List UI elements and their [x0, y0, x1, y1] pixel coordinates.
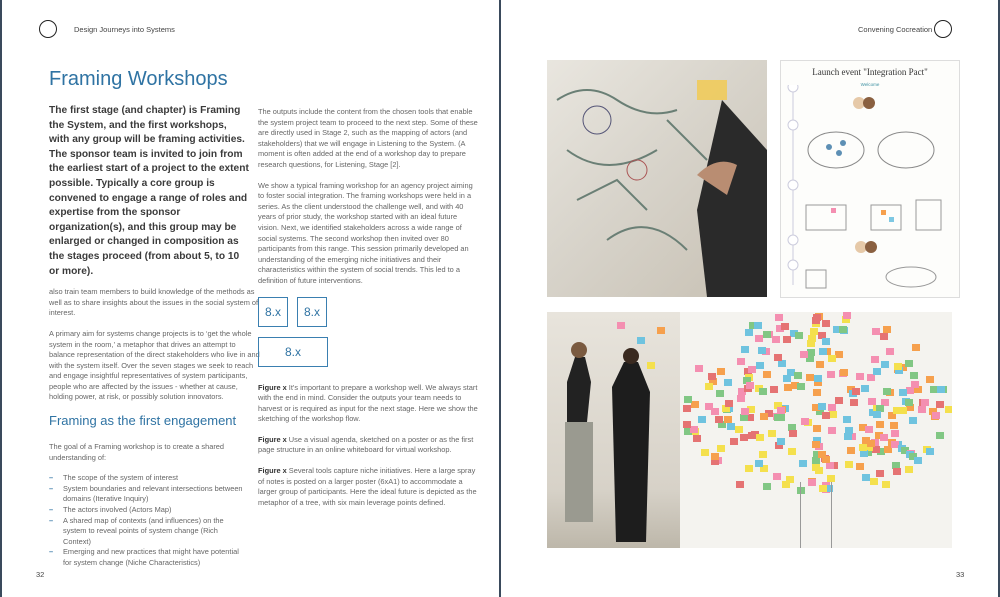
sticky-note — [886, 348, 894, 355]
sticky-note — [905, 360, 913, 367]
list-item: – Emerging and new practices that might have potential for system change (Niche Characteristics) — [49, 547, 244, 568]
figure-captions — [258, 383, 480, 509]
sticky-note — [741, 346, 749, 353]
sticky-note — [763, 371, 771, 378]
sticky-note — [936, 432, 944, 439]
sticky-note — [816, 361, 824, 368]
sticky-note — [773, 473, 781, 480]
sticky-note — [754, 322, 762, 329]
participants-photo — [547, 312, 680, 548]
sticky-note — [932, 412, 940, 419]
sticky-note — [794, 372, 802, 379]
figure-ref-box: 8.x — [297, 297, 327, 327]
sticky-note — [926, 376, 934, 383]
sticky-note — [880, 333, 888, 340]
sticky-note — [730, 438, 738, 445]
sticky-note — [724, 379, 732, 386]
sticky-note — [899, 407, 907, 414]
figure-ref-box: 8.x — [258, 337, 328, 367]
sticky-note — [783, 336, 791, 343]
visual-agenda-poster — [780, 60, 960, 298]
sticky-note — [870, 478, 878, 485]
sticky-note — [691, 401, 699, 408]
sticky-note — [786, 476, 794, 483]
sticky-note — [736, 481, 744, 488]
sticky-note — [717, 445, 725, 452]
sticky-note — [872, 328, 880, 335]
sticky-note — [883, 388, 891, 395]
body-column-1 — [49, 287, 263, 403]
sticky-note — [945, 406, 952, 413]
sticky-note — [788, 448, 796, 455]
sticky-note — [890, 422, 898, 429]
poster-sketch — [781, 85, 961, 295]
sticky-note — [840, 369, 848, 376]
sticky-note — [777, 414, 785, 421]
sticky-note — [822, 338, 830, 345]
poster-title: Launch event "Integration Pact" — [812, 67, 928, 77]
sticky-note — [829, 411, 837, 418]
sticky-note — [813, 425, 821, 432]
sticky-note — [856, 463, 864, 470]
sticky-note — [865, 426, 873, 433]
sticky-note — [741, 408, 749, 415]
sticky-note — [711, 453, 719, 460]
sticky-note — [748, 432, 756, 439]
sticky-note — [822, 320, 830, 327]
sticky-note — [717, 368, 725, 375]
sticky-note — [756, 434, 764, 441]
sketch-drawing — [547, 60, 767, 297]
sticky-note — [708, 373, 716, 380]
sticky-note — [852, 388, 860, 395]
sticky-note — [843, 416, 851, 423]
sticky-note — [856, 373, 864, 380]
sticky-note — [698, 416, 706, 423]
sticky-note — [835, 351, 843, 358]
sticky-note — [868, 398, 876, 405]
sticky-note — [835, 397, 843, 404]
sticky-note — [812, 464, 820, 471]
page-number-left: 32 — [36, 570, 45, 579]
sticky-note — [727, 423, 735, 430]
sticky-note — [716, 390, 724, 397]
sticky-note — [873, 411, 881, 418]
sticky-note — [705, 403, 713, 410]
sticky-note — [822, 412, 830, 419]
body-column-2 — [258, 107, 480, 287]
sticky-note — [777, 438, 785, 445]
sticky-note — [768, 430, 776, 437]
sticky-note — [789, 430, 797, 437]
sticky-note — [724, 416, 732, 423]
sticky-note — [827, 371, 835, 378]
page-number-right: 33 — [956, 570, 965, 579]
sticky-note — [883, 326, 891, 333]
list-item: – System boundaries and relevant intersections between domains (Iterative Inquiry) — [49, 484, 244, 505]
sticky-note — [876, 421, 884, 428]
page-edge-left — [0, 0, 2, 597]
sticky-note — [737, 395, 745, 402]
sticky-note — [758, 347, 766, 354]
sticky-note — [826, 462, 834, 469]
sticky-note — [873, 368, 881, 375]
workshop-sketching-photo — [547, 60, 767, 297]
column-2 — [258, 107, 480, 518]
sticky-note — [937, 386, 945, 393]
sticky-note — [912, 344, 920, 351]
section-heading: Framing as the first engagement — [49, 413, 237, 429]
sticky-note — [797, 383, 805, 390]
body-paragraph: The outputs include the content from the chosen tools that enable the system project team to proceed to the next step. Some of these are directly used in Stage 2, such as the mapping of actors (and stakeholders) that we will engage in Listening to the System. (A moment is often added at the end of a workshop day to prepare research questions, for Listening, Stage [2]. — [258, 107, 478, 169]
page-title: Framing Workshops — [49, 68, 228, 90]
sticky-note — [763, 483, 771, 490]
sticky-note — [755, 460, 763, 467]
sticky-note — [891, 430, 899, 437]
sticky-note — [881, 361, 889, 368]
sticky-note — [894, 363, 902, 370]
sticky-note — [745, 329, 753, 336]
body-paragraph: also train team members to build knowledge of the methods as well as to share insights about the issues in the social system of interest. — [49, 287, 259, 318]
sticky-note — [781, 323, 789, 330]
sticky-note — [755, 335, 763, 342]
sticky-note — [774, 354, 782, 361]
list-item: – A shared map of contexts (and influences) on the system to reveal points of system change (Rich Context) — [49, 516, 244, 548]
sticky-note — [880, 434, 888, 441]
column-1 — [49, 104, 263, 569]
sticky-note — [683, 421, 691, 428]
participants-scene — [547, 312, 680, 548]
sticky-note — [684, 396, 692, 403]
sticky-note — [735, 426, 743, 433]
sticky-note — [926, 448, 934, 455]
goal-list — [49, 473, 244, 568]
sticky-note — [827, 475, 835, 482]
sticky-note — [918, 406, 926, 413]
sticky-note — [683, 405, 691, 412]
sticky-note — [740, 434, 748, 441]
tree-trunk — [800, 482, 832, 548]
sticky-note — [845, 427, 853, 434]
sticky-note — [695, 365, 703, 372]
sticky-note — [784, 384, 792, 391]
sticky-note — [828, 427, 836, 434]
sticky-note — [914, 457, 922, 464]
body-paragraph: We show a typical framing workshop for an agency project aiming to foster social integration. The framing workshops were held in a series. As the client understood the challenge well, and with 40 years of prior study, the workshop started with an ideal future vision. Next, we identified stakeholders across a wide range of social systems. The second workshop then invited over 80 participants from this range. This session primarily developed an understanding of the emerging niche initiatives and their characteristics within the system of social trends. This led to a definition of future interventions. — [258, 180, 473, 285]
chapter-circle-icon — [934, 20, 952, 38]
sticky-note — [843, 312, 851, 319]
sticky-note — [770, 386, 778, 393]
list-item: – The actors involved (Actors Map) — [49, 505, 244, 516]
sticky-note — [746, 382, 754, 389]
sticky-note — [814, 375, 822, 382]
sticky-note — [812, 441, 820, 448]
figure-caption: Figure x Use a visual agenda, sketched on a poster or as the first page structure in an online whiteboard for virtual workshop. — [258, 434, 474, 455]
figure-ref-box: 8.x — [258, 297, 288, 327]
goal-intro: The goal of a Framing workshop is to create a shared understanding of: — [49, 442, 225, 462]
lead-paragraph: The first stage (and chapter) is Framing the System, and the first workshops, with any group will be framing activities. The sponsor team is invited to join from the earliest start of a project to the extent possible. Typically a core group is convened to engage a range of roles and expertise from the sponsor organization(s), and this group may be enlarged or changed in composition as the stages proceed (from about 5, to 10 or more). — [49, 105, 249, 277]
tree-poster-photo — [680, 312, 952, 548]
sticky-note — [905, 399, 913, 406]
sticky-note — [799, 460, 807, 467]
sticky-note — [861, 385, 869, 392]
sticky-note — [828, 355, 836, 362]
running-head-left: Design Journeys into Systems — [74, 25, 175, 34]
sticky-note — [715, 416, 723, 423]
sticky-note — [775, 314, 783, 321]
sticky-note — [777, 407, 785, 414]
goal-section — [49, 442, 244, 569]
sticky-note — [772, 336, 780, 343]
sticky-note — [759, 451, 767, 458]
sticky-note — [847, 447, 855, 454]
sticky-note — [845, 461, 853, 468]
sticky-note — [812, 457, 820, 464]
sticky-note — [705, 383, 713, 390]
sticky-note — [905, 466, 913, 473]
sticky-note — [893, 468, 901, 475]
body-paragraph: A primary aim for systems change projects is to ‘get the whole system in the room,’ a metaphor that drives an attempt to balance representation of the direct stakeholders who live in and with the system itself. Over the seven stages we seek to reach and engage insightful representatives of system participants, people who are affected by the issues - whether at cause, holding power, at risk, or possibly solution innovators. — [49, 328, 260, 402]
sticky-note — [737, 358, 745, 365]
sticky-note — [867, 440, 875, 447]
sticky-note — [876, 470, 884, 477]
sticky-note — [759, 388, 767, 395]
sticky-note — [763, 331, 771, 338]
sticky-note — [936, 401, 944, 408]
sticky-note — [693, 435, 701, 442]
sticky-note — [871, 356, 879, 363]
sticky-note — [859, 444, 867, 451]
sticky-note — [783, 375, 791, 382]
sticky-note — [690, 426, 698, 433]
sticky-note — [795, 332, 803, 339]
sticky-note — [813, 389, 821, 396]
sticky-note — [910, 372, 918, 379]
sticky-note — [850, 399, 858, 406]
figure-refs — [258, 297, 480, 369]
sticky-note — [862, 474, 870, 481]
sticky-note — [756, 362, 764, 369]
sticky-note — [813, 314, 821, 321]
sticky-note — [839, 326, 847, 333]
poster-section: Welcome — [860, 82, 880, 87]
figure-caption: Figure x It's important to prepare a workshop well. We always start with the end in mind. Consider the outputs your team needs to harvest or is required as input for the next stage. Here we show the sketching of the workshop flow. — [258, 382, 478, 424]
sticky-note — [760, 413, 768, 420]
sticky-note — [800, 351, 808, 358]
sticky-note — [745, 465, 753, 472]
sticky-note — [701, 449, 709, 456]
sticky-note — [828, 404, 836, 411]
book-spine — [499, 0, 501, 597]
sticky-note — [882, 481, 890, 488]
sticky-note — [899, 389, 907, 396]
sticky-note — [725, 400, 733, 407]
sticky-note — [808, 335, 816, 342]
sticky-note — [911, 381, 919, 388]
running-head-right: Convening Cocreation — [858, 25, 933, 34]
sticky-note — [801, 418, 809, 425]
sticky-note — [909, 417, 917, 424]
list-item: – The scope of the system of interest — [49, 473, 244, 484]
sticky-note — [867, 374, 875, 381]
sticky-note — [818, 451, 826, 458]
sticky-note — [819, 348, 827, 355]
sticky-note — [818, 403, 826, 410]
sticky-note — [748, 366, 756, 373]
figure-caption: Figure x Several tools capture niche initiatives. Here a large spray of notes is posted on a larger poster (6xA1) to accommodate a larger group of participants. Here the ideal future is depicted as the metaphor of a tree, with six main leverage points defined. — [258, 466, 477, 507]
chapter-circle-icon — [39, 20, 57, 38]
